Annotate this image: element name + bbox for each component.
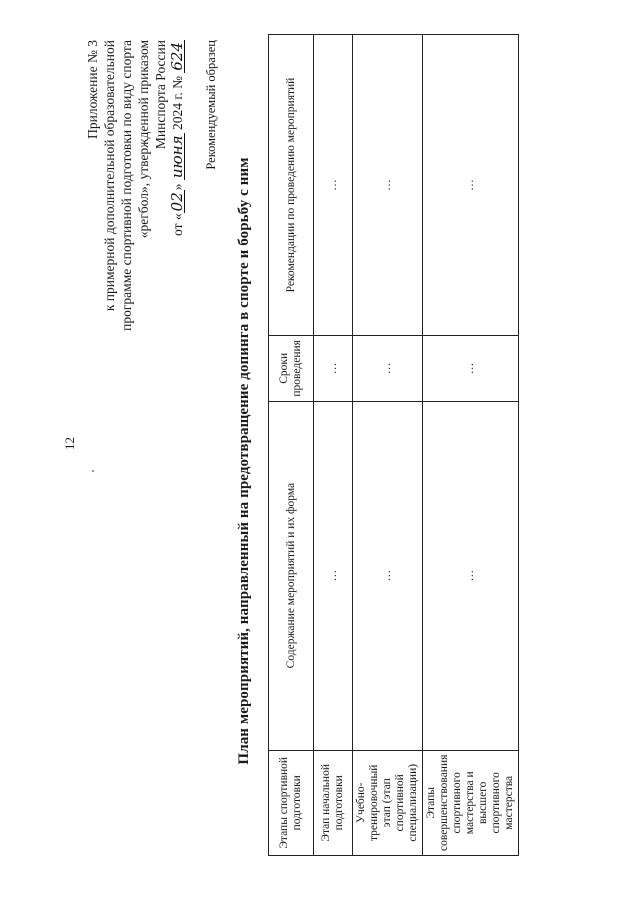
appendix-line-2: программе спортивной подготовки по виду спорта	[119, 40, 134, 331]
header-dates: Сроки проведения	[269, 336, 314, 402]
appendix-date-line	[169, 40, 186, 490]
cell-content: …	[314, 401, 353, 750]
table-row	[353, 35, 423, 856]
header-recommendations: Рекомендации по проведению мероприятий	[269, 35, 314, 336]
date-mid: »	[170, 183, 185, 191]
table-row	[423, 35, 519, 856]
cell-dates: …	[353, 336, 423, 402]
date-year: 2024 г. №	[170, 76, 185, 131]
appendix-line-3: «регбол», утвержденной приказом	[136, 40, 151, 239]
appendix-title: Приложение № 3	[85, 40, 100, 139]
appendix-header	[84, 40, 186, 490]
cell-stage: Этап начальной подготовки	[314, 750, 353, 855]
plan-table	[268, 34, 519, 856]
cell-dates: …	[423, 336, 519, 402]
page-number: 12	[62, 437, 77, 450]
table-row	[314, 35, 353, 856]
table-header-row	[269, 35, 314, 856]
appendix-line-4: Минспорта России	[153, 40, 168, 150]
cell-stage: Учебно-тренировочный этап (этап спортивной специализации)	[353, 750, 423, 855]
cell-recommendations: …	[423, 35, 519, 336]
cell-recommendations: …	[353, 35, 423, 336]
appendix-line-1: к примерной дополнительной образовательной	[102, 40, 117, 312]
handwritten-month: июня	[168, 135, 186, 179]
handwritten-day: 02	[168, 192, 186, 212]
header-content: Содержание мероприятий и их форма	[269, 401, 314, 750]
date-prefix: от «	[170, 213, 185, 236]
cell-dates: …	[314, 336, 353, 402]
recommended-sample-label: Рекомендуемый образец	[204, 40, 218, 170]
handwritten-order-number: 624	[168, 42, 186, 71]
cell-recommendations: …	[314, 35, 353, 336]
cell-stage: Этапы совершенствования спортивного мастерства и высшего спортивного мастерства	[423, 750, 519, 855]
header-stage: Этапы спортивной подготовки	[269, 750, 314, 855]
cell-content: …	[353, 401, 423, 750]
cell-content: …	[423, 401, 519, 750]
document-title: План мероприятий, направленный на предотвращение допинга в спорте и борьбу с ним	[236, 157, 252, 765]
